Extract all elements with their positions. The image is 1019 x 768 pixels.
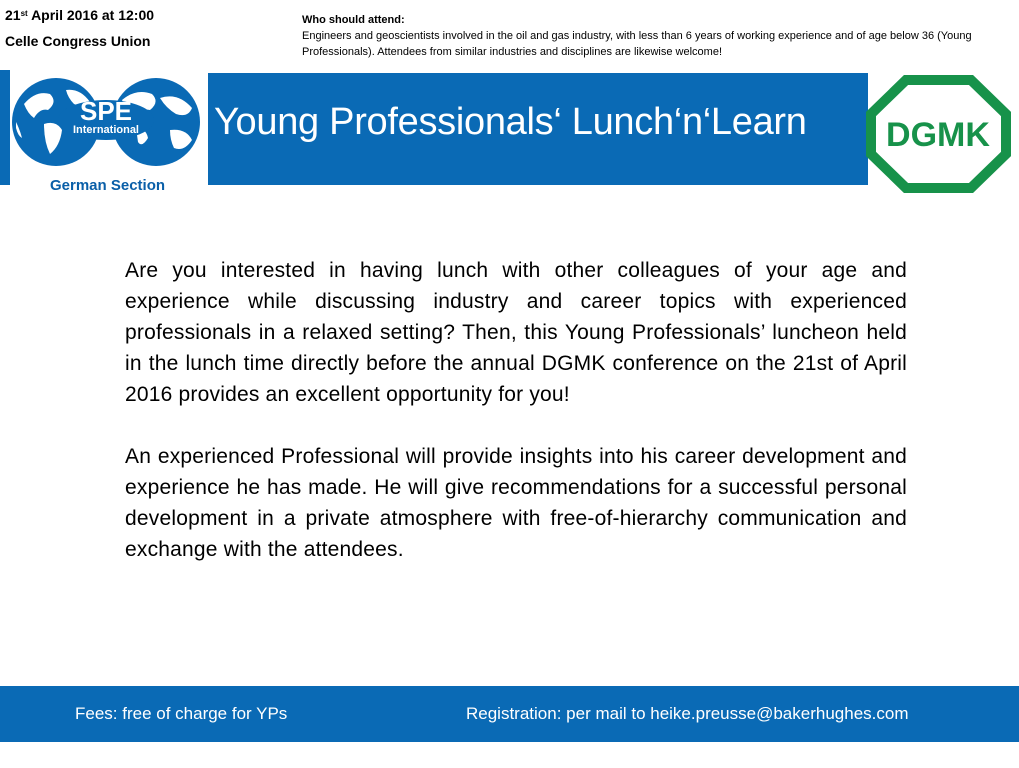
event-venue: Celle Congress Union — [5, 33, 151, 49]
footer-bar — [0, 686, 1019, 742]
attendance-info — [302, 12, 997, 60]
event-date — [5, 7, 154, 24]
spe-section-label: German Section — [50, 177, 166, 194]
fees-info: Fees: free of charge for YPs — [75, 704, 288, 723]
dgmk-logo — [866, 74, 1011, 194]
attendance-title: Who should attend: — [302, 14, 405, 26]
date-rest: April 2016 at 12:00 — [27, 7, 155, 23]
intro-paragraph: Are you interested in having lunch with other colleagues of your age and experience while discussing industry and career topics with experienced professionals in a relaxed setting? Then, this Young Professionals’ luncheon held in the lunch time directly before the annual DGMK conference on the 21st of April 2016 provides an excellent opportunity for you! — [125, 259, 907, 406]
registration-info: Registration: per mail to heike.preusse@bakerhughes.com — [466, 704, 909, 723]
spe-logo-text: SPE — [79, 96, 133, 126]
page-title: Young Professionals‘ Lunch‘n‘Learn — [214, 101, 807, 143]
header-left-strip — [0, 70, 10, 185]
attendance-text: Engineers and geoscientists involved in the oil and gas industry, with less than 6 years of working experience and of age below 36 (Young Professionals). Attendees from similar industries and disciplines are likewise welcome! — [302, 30, 972, 58]
details-paragraph: An experienced Professional will provide insights into his career development and experience he has made. He will give recommendations for a successful personal development in a private atmosphere with free-of-hierarchy communication and exchange with the attendees. — [125, 445, 907, 561]
dgmk-logo-text: DGMK — [886, 116, 990, 154]
main-content — [125, 255, 907, 596]
date-suffix: st — [20, 9, 28, 18]
spe-logo-subtext: International — [72, 124, 140, 136]
date-day: 21 — [5, 7, 21, 23]
